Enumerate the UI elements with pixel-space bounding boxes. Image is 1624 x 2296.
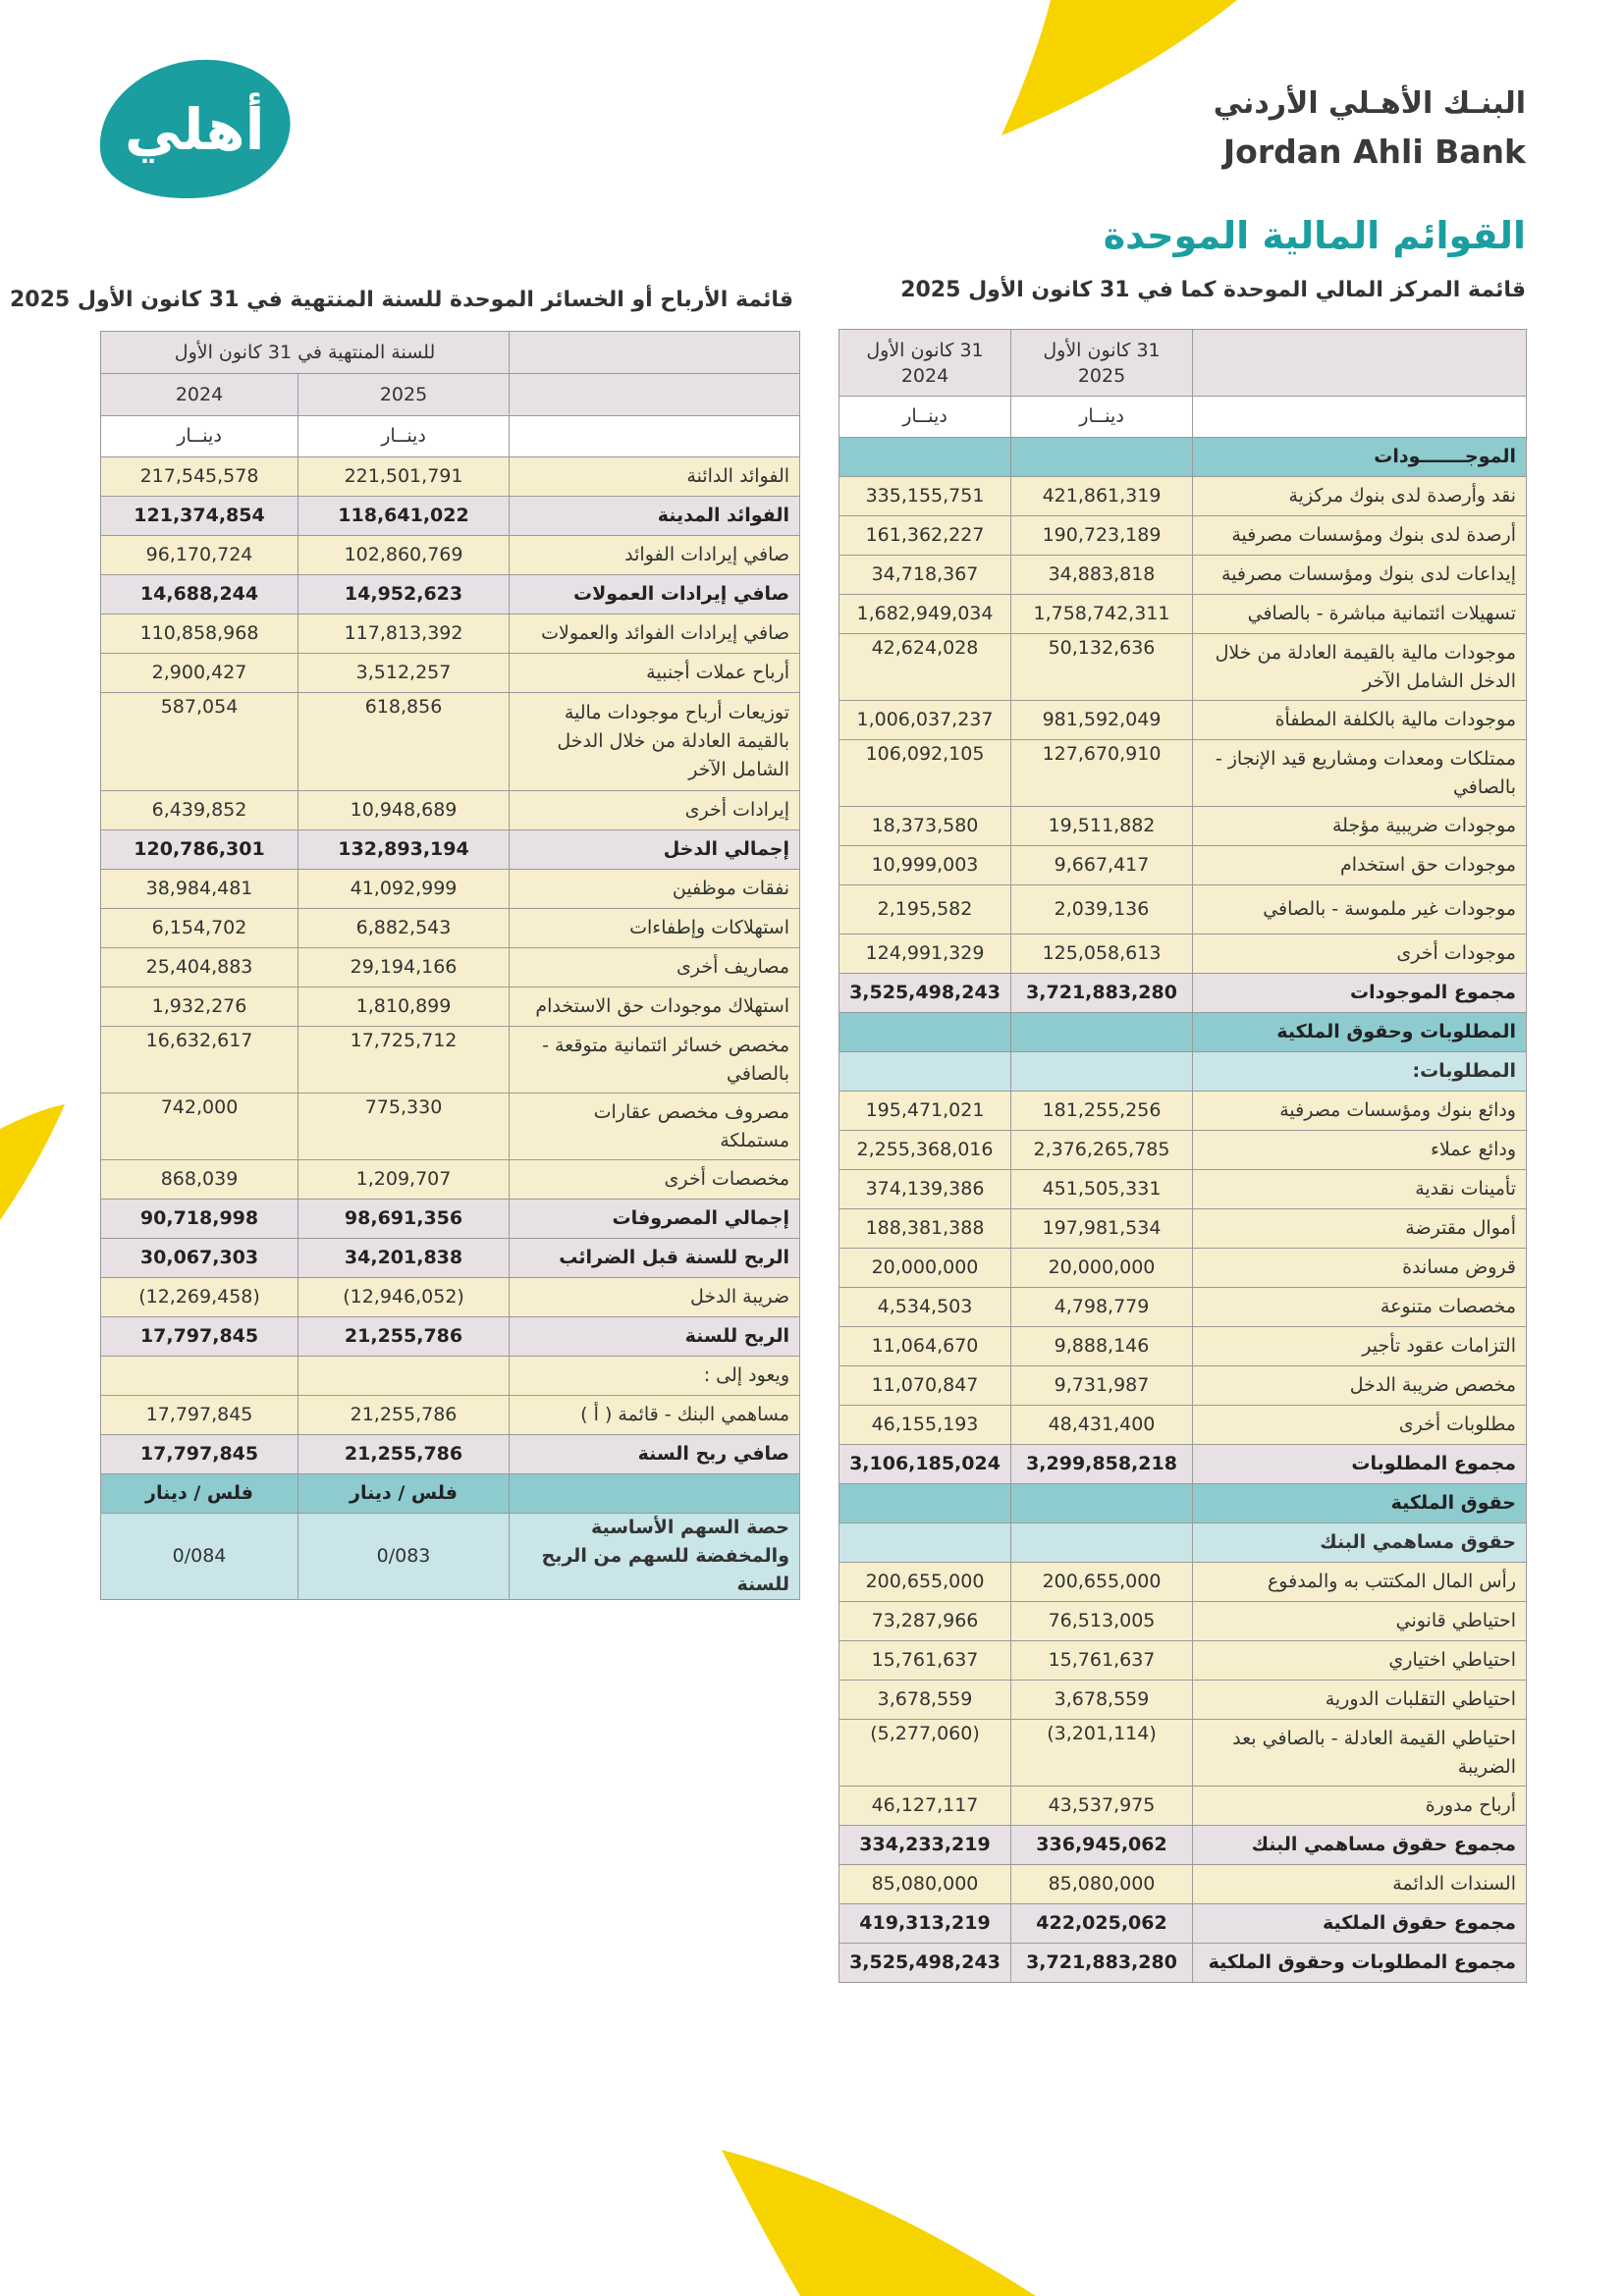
- header-empty-cell: [1193, 330, 1527, 397]
- decorative-yellow-shape-left: [0, 1104, 69, 1222]
- value-2024: [839, 1052, 1011, 1092]
- value-2024: 20,000,000: [839, 1249, 1011, 1288]
- row-label: أموال مقترضة: [1193, 1209, 1527, 1249]
- value-2025: 3,721,883,280: [1011, 1944, 1193, 1983]
- value-2025: 10,948,689: [298, 791, 510, 830]
- row-label: صافي إيرادات العمولات: [510, 575, 800, 614]
- row-label: موجودات حق استخدام: [1193, 846, 1527, 885]
- bank-name-arabic: البنـك الأهـلي الأردني: [1213, 86, 1526, 121]
- table-row: [839, 595, 1527, 634]
- col-header-2025: 31 كانون الأول 2025: [1011, 330, 1193, 397]
- value-2024: 334,233,219: [839, 1826, 1011, 1865]
- value-2025: 0/083: [298, 1514, 510, 1600]
- value-2024: 73,287,966: [839, 1602, 1011, 1641]
- value-2025: 34,201,838: [298, 1239, 510, 1278]
- ahli-logo: [89, 48, 299, 211]
- value-2025: 981,592,049: [1011, 701, 1193, 740]
- table-row: [101, 870, 800, 909]
- row-label: موجودات مالية بالكلفة المطفأة: [1193, 701, 1527, 740]
- value-2025: 50,132,636: [1011, 634, 1193, 701]
- logo-text: أهلي: [124, 95, 265, 163]
- table-row: [839, 1406, 1527, 1445]
- value-2024: 0/084: [101, 1514, 298, 1600]
- value-2024: [839, 1013, 1011, 1052]
- value-2024: 4,534,503: [839, 1288, 1011, 1327]
- row-label: الفوائد الدائنة: [510, 457, 800, 497]
- row-label: مصاريف أخرى: [510, 948, 800, 988]
- table-row: [839, 1944, 1527, 1983]
- value-2024: 18,373,580: [839, 807, 1011, 846]
- row-label: استهلاك موجودات حق الاستخدام: [510, 988, 800, 1027]
- row-label: السندات الدائمة: [1193, 1865, 1527, 1904]
- value-2024: 90,718,998: [101, 1200, 298, 1239]
- row-label: إجمالي المصروفات: [510, 1200, 800, 1239]
- row-label: إيرادات أخرى: [510, 791, 800, 830]
- row-label: مخصصات متنوعة: [1193, 1288, 1527, 1327]
- value-2024: 30,067,303: [101, 1239, 298, 1278]
- table-row: [839, 1013, 1527, 1052]
- value-2024: 106,092,105: [839, 740, 1011, 807]
- row-label: ودائع بنوك ومؤسسات مصرفية: [1193, 1092, 1527, 1131]
- value-2025: 221,501,791: [298, 457, 510, 497]
- value-2025: 1,209,707: [298, 1160, 510, 1200]
- table-row: [101, 1435, 800, 1474]
- value-2025: 19,511,882: [1011, 807, 1193, 846]
- balance-sheet-unit-row: [839, 397, 1527, 438]
- value-2025: 125,058,613: [1011, 934, 1193, 974]
- value-2025: 9,888,146: [1011, 1327, 1193, 1366]
- table-row: [839, 1787, 1527, 1826]
- table-row: [839, 1681, 1527, 1720]
- value-2024: 200,655,000: [839, 1563, 1011, 1602]
- value-2025: 1,758,742,311: [1011, 595, 1193, 634]
- value-2025: (12,946,052): [298, 1278, 510, 1317]
- table-row: [101, 948, 800, 988]
- value-2025: 6,882,543: [298, 909, 510, 948]
- value-2024: 11,070,847: [839, 1366, 1011, 1406]
- table-row: [101, 909, 800, 948]
- table-row: [839, 1523, 1527, 1563]
- value-2025: 118,641,022: [298, 497, 510, 536]
- row-label: مخصصات أخرى: [510, 1160, 800, 1200]
- table-row: [839, 1484, 1527, 1523]
- value-2025: [298, 1357, 510, 1396]
- value-2024: 3,525,498,243: [839, 1944, 1011, 1983]
- row-label: موجودات غير ملموسة - بالصافي: [1193, 885, 1527, 934]
- value-2025: [1011, 1523, 1193, 1563]
- value-2024: 2,900,427: [101, 654, 298, 693]
- value-2025: 41,092,999: [298, 870, 510, 909]
- row-label: موجودات ضريبية مؤجلة: [1193, 807, 1527, 846]
- row-label: صافي إيرادات الفوائد والعمولات: [510, 614, 800, 654]
- row-label: احتياطي القيمة العادلة - بالصافي بعد الضريبة: [1193, 1720, 1527, 1787]
- value-2024: 587,054: [101, 693, 298, 791]
- row-label: صافي إيرادات الفوائد: [510, 536, 800, 575]
- row-label: المطلوبات وحقوق الملكية: [1193, 1013, 1527, 1052]
- table-row: [839, 556, 1527, 595]
- row-label: الربح للسنة: [510, 1317, 800, 1357]
- value-2024: 11,064,670: [839, 1327, 1011, 1366]
- row-label: ويعود إلى :: [510, 1357, 800, 1396]
- table-row: [101, 791, 800, 830]
- row-label: استهلاكات وإطفاءات: [510, 909, 800, 948]
- value-2025: 29,194,166: [298, 948, 510, 988]
- value-2024: 38,984,481: [101, 870, 298, 909]
- row-label: مطلوبات أخرى: [1193, 1406, 1527, 1445]
- balance-sheet-title: قائمة المركز المالي الموحدة كما في 31 كانون الأول 2025: [900, 278, 1526, 302]
- table-row: [839, 974, 1527, 1013]
- value-2024: 110,858,968: [101, 614, 298, 654]
- value-2024: 3,106,185,024: [839, 1445, 1011, 1484]
- value-2024: 14,688,244: [101, 575, 298, 614]
- value-2025: 2,039,136: [1011, 885, 1193, 934]
- row-label: تأمينات نقدية: [1193, 1170, 1527, 1209]
- table-row: [839, 1602, 1527, 1641]
- value-2025: 4,798,779: [1011, 1288, 1193, 1327]
- row-label: أرباح مدورة: [1193, 1787, 1527, 1826]
- value-2024: 6,439,852: [101, 791, 298, 830]
- value-2024: 1,932,276: [101, 988, 298, 1027]
- table-row: [839, 846, 1527, 885]
- value-2024: 1,006,037,237: [839, 701, 1011, 740]
- row-label: إجمالي الدخل: [510, 830, 800, 870]
- value-2025: 200,655,000: [1011, 1563, 1193, 1602]
- value-2024: 10,999,003: [839, 846, 1011, 885]
- value-2024: 161,362,227: [839, 516, 1011, 556]
- value-2024: (5,277,060): [839, 1720, 1011, 1787]
- table-row: [101, 536, 800, 575]
- row-label: مجموع حقوق الملكية: [1193, 1904, 1527, 1944]
- value-2025: 3,678,559: [1011, 1681, 1193, 1720]
- value-2024: 25,404,883: [101, 948, 298, 988]
- table-row: [839, 740, 1527, 807]
- row-label: مخصص خسائر ائتمانية متوقعة - بالصافي: [510, 1027, 800, 1094]
- value-2024: 120,786,301: [101, 830, 298, 870]
- value-2024: 121,374,854: [101, 497, 298, 536]
- value-2024: 188,381,388: [839, 1209, 1011, 1249]
- period-empty-cell: [510, 332, 800, 374]
- value-2024: 1,682,949,034: [839, 595, 1011, 634]
- row-label: مجموع المطلوبات: [1193, 1445, 1527, 1484]
- value-2024: 6,154,702: [101, 909, 298, 948]
- table-row: [101, 1357, 800, 1396]
- value-2025: 98,691,356: [298, 1200, 510, 1239]
- value-2024: 335,155,751: [839, 477, 1011, 516]
- year-empty-cell: [510, 374, 800, 416]
- value-2025: [1011, 1052, 1193, 1092]
- row-label: حصة السهم الأساسية والمخفضة للسهم من الربح للسنة: [510, 1514, 800, 1600]
- table-row: [839, 807, 1527, 846]
- table-row: [839, 701, 1527, 740]
- row-label: احتياطي اختياري: [1193, 1641, 1527, 1681]
- value-2025: (3,201,114): [1011, 1720, 1193, 1787]
- value-2025: 775,330: [298, 1094, 510, 1160]
- table-row: [839, 1563, 1527, 1602]
- value-2025: 421,861,319: [1011, 477, 1193, 516]
- value-2024: 124,991,329: [839, 934, 1011, 974]
- table-row: [839, 1092, 1527, 1131]
- table-row: [101, 1094, 800, 1160]
- table-row: [101, 1396, 800, 1435]
- row-label: مصروف مخصص عقارات مستملكة: [510, 1094, 800, 1160]
- table-row: [101, 1239, 800, 1278]
- value-2025: 48,431,400: [1011, 1406, 1193, 1445]
- row-label: قروض مساندة: [1193, 1249, 1527, 1288]
- table-row: [101, 830, 800, 870]
- value-2024: 195,471,021: [839, 1092, 1011, 1131]
- value-2024: 374,139,386: [839, 1170, 1011, 1209]
- row-label: احتياطي قانوني: [1193, 1602, 1527, 1641]
- table-row: [101, 1278, 800, 1317]
- row-label: نفقات موظفين: [510, 870, 800, 909]
- table-row: [839, 477, 1527, 516]
- value-2025: 14,952,623: [298, 575, 510, 614]
- table-row: [839, 1445, 1527, 1484]
- value-2025: [1011, 438, 1193, 477]
- value-2025: 9,731,987: [1011, 1366, 1193, 1406]
- income-statement-period-row: [101, 332, 800, 374]
- value-2025: 181,255,256: [1011, 1092, 1193, 1131]
- table-row: [101, 457, 800, 497]
- row-label: الربح للسنة قبل الضرائب: [510, 1239, 800, 1278]
- row-label: التزامات عقود تأجير: [1193, 1327, 1527, 1366]
- decorative-yellow-shape-bottom: [722, 2150, 1046, 2296]
- value-2025: 76,513,005: [1011, 1602, 1193, 1641]
- value-2025: 336,945,062: [1011, 1826, 1193, 1865]
- value-2024: 96,170,724: [101, 536, 298, 575]
- value-2025: 618,856: [298, 693, 510, 791]
- value-2024: 3,525,498,243: [839, 974, 1011, 1013]
- row-label: تسهيلات ائتمانية مباشرة - بالصافي: [1193, 595, 1527, 634]
- row-label: توزيعات أرباح موجودات مالية بالقيمة العادلة من خلال الدخل الشامل الآخر: [510, 693, 800, 791]
- row-label: ضريبة الدخل: [510, 1278, 800, 1317]
- value-2024: [839, 438, 1011, 477]
- row-label: ممتلكات ومعدات ومشاريع قيد الإنجاز - بالصافي: [1193, 740, 1527, 807]
- page-title: القوائم المالية الموحدة: [1103, 214, 1526, 257]
- value-2024: 16,632,617: [101, 1027, 298, 1094]
- row-label: الفوائد المدينة: [510, 497, 800, 536]
- value-2025: 422,025,062: [1011, 1904, 1193, 1944]
- table-row: [839, 1327, 1527, 1366]
- row-label: [510, 1474, 800, 1514]
- value-2024: [839, 1523, 1011, 1563]
- period-header: للسنة المنتهية في 31 كانون الأول: [101, 332, 510, 374]
- row-label: أرباح عملات أجنبية: [510, 654, 800, 693]
- value-2025: 127,670,910: [1011, 740, 1193, 807]
- value-2024: فلس / دينار: [101, 1474, 298, 1514]
- value-2025: [1011, 1484, 1193, 1523]
- row-label: رأس المال المكتتب به والمدفوع: [1193, 1563, 1527, 1602]
- unit-empty-cell: [1193, 397, 1527, 438]
- income-statement-year-row: [101, 374, 800, 416]
- table-row: [839, 1826, 1527, 1865]
- table-row: [839, 1131, 1527, 1170]
- table-row: [839, 885, 1527, 934]
- table-row: [839, 1904, 1527, 1944]
- value-2024: 17,797,845: [101, 1435, 298, 1474]
- value-2024: 42,624,028: [839, 634, 1011, 701]
- value-2025: [1011, 1013, 1193, 1052]
- col-header-2025: 2025: [298, 374, 510, 416]
- row-label: الموجـــــــودات: [1193, 438, 1527, 477]
- table-row: [839, 634, 1527, 701]
- row-label: المطلوبات:: [1193, 1052, 1527, 1092]
- table-row: [839, 1209, 1527, 1249]
- row-label: ودائع عملاء: [1193, 1131, 1527, 1170]
- table-row: [101, 1027, 800, 1094]
- unit-2024: دينــار: [101, 416, 298, 457]
- value-2024: 34,718,367: [839, 556, 1011, 595]
- row-label: احتياطي التقلبات الدورية: [1193, 1681, 1527, 1720]
- table-row: [101, 693, 800, 791]
- table-row: [101, 988, 800, 1027]
- row-label: موجودات أخرى: [1193, 934, 1527, 974]
- table-row: [839, 1052, 1527, 1092]
- value-2024: [839, 1484, 1011, 1523]
- value-2025: 20,000,000: [1011, 1249, 1193, 1288]
- value-2025: 132,893,194: [298, 830, 510, 870]
- row-label: صافي ربح السنة: [510, 1435, 800, 1474]
- col-header-2024: 2024: [101, 374, 298, 416]
- value-2025: 17,725,712: [298, 1027, 510, 1094]
- value-2025: 2,376,265,785: [1011, 1131, 1193, 1170]
- value-2024: 742,000: [101, 1094, 298, 1160]
- table-row: [839, 934, 1527, 974]
- unit-2024: دينــار: [839, 397, 1011, 438]
- income-statement-title: قائمة الأرباح أو الخسائر الموحدة للسنة المنتهية في 31 كانون الأول 2025: [9, 288, 793, 312]
- row-label: موجودات مالية بالقيمة العادلة من خلال الدخل الشامل الآخر: [1193, 634, 1527, 701]
- col-header-2024: 31 كانون الأول 2024: [839, 330, 1011, 397]
- bank-name-english: Jordan Ahli Bank: [1222, 133, 1526, 171]
- table-row: [101, 575, 800, 614]
- value-2024: 217,545,578: [101, 457, 298, 497]
- unit-2025: دينــار: [1011, 397, 1193, 438]
- table-row: [101, 614, 800, 654]
- table-row: [101, 1514, 800, 1600]
- value-2025: 190,723,189: [1011, 516, 1193, 556]
- unit-empty-cell: [510, 416, 800, 457]
- value-2025: 43,537,975: [1011, 1787, 1193, 1826]
- value-2025: 34,883,818: [1011, 556, 1193, 595]
- value-2025: 3,299,858,218: [1011, 1445, 1193, 1484]
- value-2024: (12,269,458): [101, 1278, 298, 1317]
- row-label: مساهمي البنك - قائمة ( أ ): [510, 1396, 800, 1435]
- value-2024: 419,313,219: [839, 1904, 1011, 1944]
- unit-2025: دينــار: [298, 416, 510, 457]
- decorative-yellow-shape-top: [992, 0, 1247, 137]
- row-label: حقوق الملكية: [1193, 1484, 1527, 1523]
- value-2024: 17,797,845: [101, 1396, 298, 1435]
- value-2025: 15,761,637: [1011, 1641, 1193, 1681]
- value-2024: 85,080,000: [839, 1865, 1011, 1904]
- table-row: [101, 497, 800, 536]
- table-row: [839, 438, 1527, 477]
- table-row: [101, 1474, 800, 1514]
- table-row: [839, 1249, 1527, 1288]
- row-label: نقد وأرصدة لدى بنوك مركزية: [1193, 477, 1527, 516]
- value-2024: [101, 1357, 298, 1396]
- value-2025: 21,255,786: [298, 1317, 510, 1357]
- value-2024: 15,761,637: [839, 1641, 1011, 1681]
- row-label: أرصدة لدى بنوك ومؤسسات مصرفية: [1193, 516, 1527, 556]
- income-statement-unit-row: [101, 416, 800, 457]
- value-2025: 451,505,331: [1011, 1170, 1193, 1209]
- value-2024: 3,678,559: [839, 1681, 1011, 1720]
- value-2024: 2,195,582: [839, 885, 1011, 934]
- value-2025: 85,080,000: [1011, 1865, 1193, 1904]
- value-2025: فلس / دينار: [298, 1474, 510, 1514]
- table-row: [839, 1288, 1527, 1327]
- balance-sheet-table: [839, 329, 1527, 1983]
- value-2025: 9,667,417: [1011, 846, 1193, 885]
- table-row: [101, 1317, 800, 1357]
- value-2024: 17,797,845: [101, 1317, 298, 1357]
- balance-sheet-header-row: [839, 330, 1527, 397]
- income-statement-table: [100, 331, 800, 1600]
- table-row: [839, 516, 1527, 556]
- value-2025: 21,255,786: [298, 1435, 510, 1474]
- value-2025: 3,721,883,280: [1011, 974, 1193, 1013]
- value-2025: 3,512,257: [298, 654, 510, 693]
- table-row: [839, 1641, 1527, 1681]
- row-label: حقوق مساهمي البنك: [1193, 1523, 1527, 1563]
- value-2024: 2,255,368,016: [839, 1131, 1011, 1170]
- value-2025: 197,981,534: [1011, 1209, 1193, 1249]
- table-row: [839, 1366, 1527, 1406]
- table-row: [101, 1200, 800, 1239]
- value-2024: 46,155,193: [839, 1406, 1011, 1445]
- table-row: [101, 1160, 800, 1200]
- value-2025: 21,255,786: [298, 1396, 510, 1435]
- value-2025: 102,860,769: [298, 536, 510, 575]
- row-label: مخصص ضريبة الدخل: [1193, 1366, 1527, 1406]
- row-label: إيداعات لدى بنوك ومؤسسات مصرفية: [1193, 556, 1527, 595]
- value-2024: 868,039: [101, 1160, 298, 1200]
- table-row: [839, 1865, 1527, 1904]
- row-label: مجموع المطلوبات وحقوق الملكية: [1193, 1944, 1527, 1983]
- table-row: [839, 1170, 1527, 1209]
- value-2025: 117,813,392: [298, 614, 510, 654]
- value-2025: 1,810,899: [298, 988, 510, 1027]
- value-2024: 46,127,117: [839, 1787, 1011, 1826]
- row-label: مجموع الموجودات: [1193, 974, 1527, 1013]
- table-row: [839, 1720, 1527, 1787]
- table-row: [101, 654, 800, 693]
- row-label: مجموع حقوق مساهمي البنك: [1193, 1826, 1527, 1865]
